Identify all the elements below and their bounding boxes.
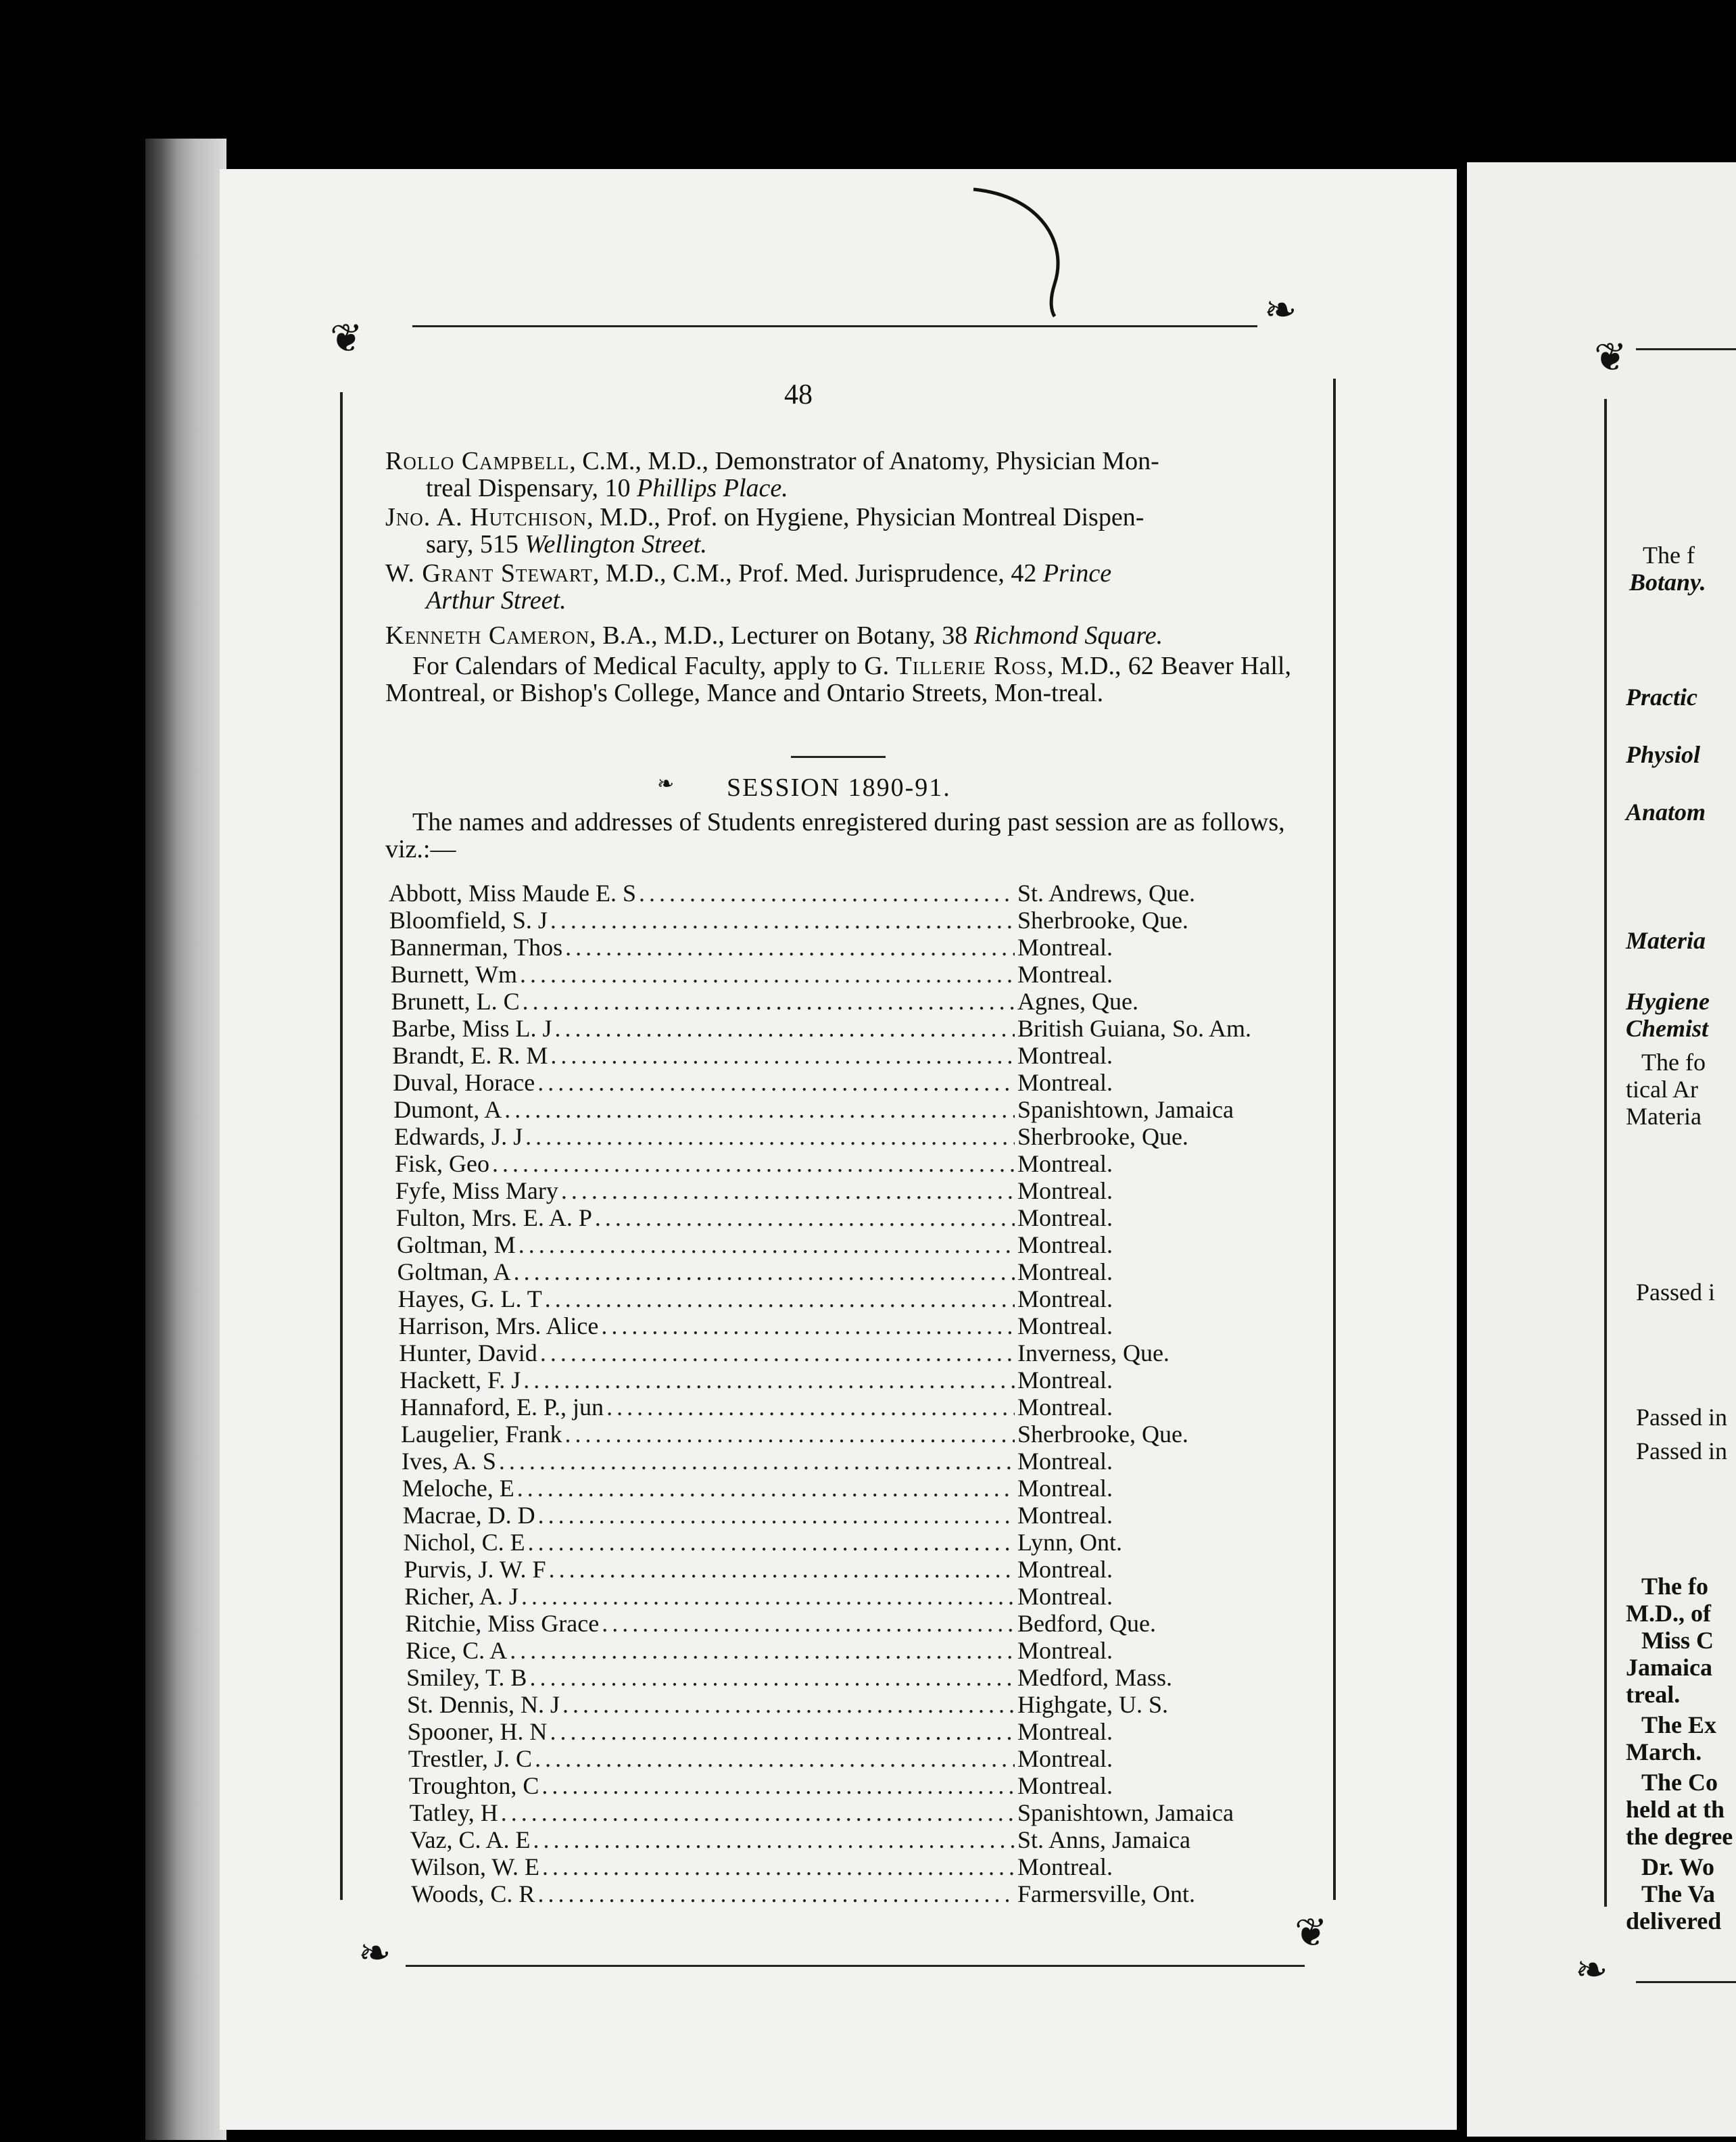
- leader-dots: [541, 1771, 1015, 1800]
- student-address: Montreal.: [1017, 1475, 1113, 1502]
- leader-dots: [549, 1555, 1015, 1584]
- student-name: Brunett, L. C: [391, 988, 520, 1015]
- student-row: [389, 1312, 1335, 1339]
- ornament-top-right-icon: ❧: [1264, 288, 1297, 332]
- student-row: [389, 1717, 1335, 1744]
- leader-dots: [504, 1095, 1015, 1124]
- student-address: Montreal.: [1017, 1772, 1113, 1799]
- leader-dots: [525, 1122, 1015, 1151]
- leader-dots: [537, 1068, 1015, 1097]
- student-row: [389, 879, 1335, 906]
- student-row: [389, 1582, 1335, 1609]
- leader-dots: [529, 1663, 1015, 1692]
- faculty-entry: [385, 560, 1291, 614]
- faculty-address-cont: Arthur Street.: [426, 586, 566, 615]
- student-name: Vaz, C. A. E: [410, 1826, 531, 1853]
- right-page-fragment: The Ex: [1641, 1711, 1717, 1738]
- right-page-fragment: Practic: [1626, 684, 1697, 711]
- student-row: [389, 1853, 1335, 1880]
- student-name: Bannerman, Thos: [389, 934, 563, 961]
- leader-dots: [565, 933, 1015, 961]
- student-address: Montreal.: [1017, 961, 1113, 988]
- student-row: [389, 1528, 1335, 1555]
- section-divider: [791, 756, 886, 758]
- leader-dots: [606, 1393, 1015, 1421]
- faculty-name: Rollo Campbell: [385, 447, 570, 475]
- faculty-name: Kenneth Cameron: [385, 621, 590, 650]
- student-row: [389, 1176, 1335, 1204]
- student-row: [389, 1339, 1335, 1366]
- student-row: [389, 1501, 1335, 1528]
- leader-dots: [523, 987, 1015, 1016]
- student-row: [389, 1744, 1335, 1771]
- student-address: Montreal.: [1017, 1177, 1113, 1204]
- right-page-fragment: Materia: [1626, 927, 1706, 954]
- leader-dots: [499, 1447, 1015, 1475]
- right-page-fragment: M.D., of: [1626, 1600, 1711, 1627]
- student-row: [389, 906, 1335, 933]
- student-row: [389, 987, 1335, 1014]
- ornament-bottom-left-icon: ❧: [358, 1931, 391, 1975]
- student-name: Hannaford, E. P., jun: [400, 1394, 604, 1421]
- right-page-fragment: Passed in: [1636, 1404, 1727, 1431]
- student-row: [389, 933, 1335, 960]
- right-page-fragment: March.: [1626, 1738, 1702, 1765]
- right-page-left-border: [1604, 399, 1607, 1907]
- student-name: Dumont, A: [393, 1096, 502, 1123]
- student-name: Ritchie, Miss Grace: [405, 1610, 600, 1637]
- student-name: St. Dennis, N. J: [407, 1691, 560, 1718]
- student-name: Meloche, E: [402, 1475, 514, 1502]
- student-row: [389, 1258, 1335, 1285]
- leader-dots: [538, 1501, 1015, 1529]
- ink-blot-icon: ❧: [657, 773, 675, 795]
- student-address: St. Anns, Jamaica: [1017, 1826, 1190, 1853]
- book-page-edges: [145, 139, 226, 2140]
- student-address: Spanishtown, Jamaica: [1017, 1799, 1234, 1826]
- right-page-fragment: tical Ar: [1626, 1076, 1698, 1103]
- student-row: [389, 1663, 1335, 1690]
- right-page-fragment: The fo: [1641, 1049, 1706, 1076]
- leader-dots: [523, 1366, 1015, 1394]
- student-address: Sherbrooke, Que.: [1017, 907, 1188, 934]
- student-row: [389, 1636, 1335, 1663]
- student-row: [389, 1771, 1335, 1799]
- student-row: [389, 1826, 1335, 1853]
- right-page-fragment: The Va: [1641, 1880, 1716, 1907]
- student-row: [389, 1880, 1335, 1907]
- right-page-fragment: Chemist: [1626, 1015, 1709, 1042]
- student-name: Trestler, J. C: [408, 1745, 533, 1772]
- faculty-name: Jno. A. Hutchison: [385, 503, 587, 531]
- faculty-entry: [385, 448, 1291, 502]
- right-page-fragment: treal.: [1626, 1681, 1681, 1708]
- student-row: [389, 1068, 1335, 1095]
- faculty-address: Richmond Square.: [973, 621, 1163, 650]
- leader-dots: [528, 1528, 1015, 1556]
- ornament-top-left-icon: ❦: [330, 316, 363, 360]
- leader-dots: [550, 906, 1015, 934]
- right-page-fragment: Physiol: [1626, 741, 1701, 768]
- student-row: [389, 1420, 1335, 1447]
- student-name: Purvis, J. W. F: [404, 1556, 546, 1583]
- student-address: Montreal.: [1017, 1718, 1113, 1745]
- student-address: Montreal.: [1017, 1637, 1113, 1664]
- right-page-fragment: Materia: [1626, 1103, 1702, 1130]
- student-address: Bedford, Que.: [1017, 1610, 1156, 1637]
- faculty-address: Prince: [1042, 559, 1112, 588]
- faculty-entry: [385, 504, 1291, 558]
- student-address: Lynn, Ont.: [1017, 1529, 1123, 1556]
- student-row: [389, 1555, 1335, 1582]
- student-address: St. Andrews, Que.: [1017, 880, 1195, 907]
- right-page-fragment: Anatom: [1626, 799, 1706, 826]
- leader-dots: [520, 960, 1015, 989]
- student-row: [389, 1122, 1335, 1149]
- faculty-details-cont: sary, 515: [426, 530, 525, 558]
- ink-mark: [960, 183, 1068, 318]
- faculty-address: Wellington Street.: [525, 530, 707, 558]
- student-address: Montreal.: [1017, 1150, 1113, 1177]
- right-page-fragment: Miss C: [1641, 1627, 1714, 1654]
- student-address: Medford, Mass.: [1017, 1664, 1172, 1691]
- students-intro: [385, 809, 1291, 863]
- leader-dots: [555, 1014, 1015, 1043]
- leader-dots: [517, 1474, 1015, 1502]
- leader-dots: [510, 1636, 1015, 1665]
- student-row: [389, 1609, 1335, 1636]
- student-row: [389, 1393, 1335, 1420]
- right-page-fragment: Botany.: [1629, 569, 1706, 596]
- student-row: [389, 1690, 1335, 1717]
- leader-dots: [595, 1204, 1015, 1232]
- right-page-fragment: The f: [1643, 542, 1695, 569]
- student-name: Fyfe, Miss Mary: [395, 1177, 558, 1204]
- student-address: Montreal.: [1017, 1204, 1113, 1231]
- student-row: [389, 1014, 1335, 1041]
- student-name: Hayes, G. L. T: [397, 1285, 542, 1312]
- leader-dots: [550, 1717, 1015, 1746]
- faculty-details: , M.D., Prof. on Hygiene, Physician Montreal Dispen-: [587, 503, 1144, 531]
- right-page-fragment: Passed in: [1636, 1437, 1727, 1465]
- right-page-fragment: held at th: [1626, 1796, 1725, 1823]
- student-name: Hackett, F. J: [400, 1366, 521, 1394]
- faculty-details: , B.A., M.D., Lecturer on Botany, 38: [589, 621, 974, 650]
- leader-dots: [602, 1609, 1015, 1638]
- student-address: Agnes, Que.: [1017, 988, 1138, 1015]
- intro-text: The names and addresses of Students enregistered during past session are as follows, viz.:—: [385, 808, 1285, 863]
- leader-dots: [561, 1176, 1015, 1205]
- faculty-details: , M.D., C.M., Prof. Med. Jurisprudence, 42: [592, 559, 1043, 588]
- top-border-rule: [412, 325, 1257, 327]
- leader-dots: [537, 1880, 1015, 1908]
- student-name: Wilson, W. E: [410, 1853, 539, 1880]
- student-address: Montreal.: [1017, 1366, 1113, 1394]
- student-name: Macrae, D. D: [402, 1502, 535, 1529]
- student-address: Highgate, U. S.: [1017, 1691, 1168, 1718]
- right-page-fragment: the degree: [1626, 1823, 1733, 1850]
- student-address: Spanishtown, Jamaica: [1017, 1096, 1234, 1123]
- student-name: Ives, A. S: [401, 1448, 496, 1475]
- student-name: Tatley, H: [409, 1799, 498, 1826]
- student-address: Montreal.: [1017, 1502, 1113, 1529]
- student-address: Montreal.: [1017, 1394, 1113, 1421]
- leader-dots: [540, 1339, 1015, 1367]
- student-name: Edwards, J. J: [394, 1123, 523, 1150]
- student-address: Montreal.: [1017, 1853, 1113, 1880]
- student-list: [389, 879, 1335, 1907]
- student-name: Bloomfield, S. J: [389, 907, 548, 934]
- student-name: Goltman, M: [396, 1231, 516, 1258]
- student-name: Laugelier, Frank: [401, 1421, 562, 1448]
- bottom-border-rule: [406, 1965, 1305, 1967]
- student-name: Rice, C. A: [406, 1637, 508, 1664]
- calendars-contact-name: Tillerie Ross: [896, 652, 1047, 680]
- student-name: Smiley, T. B: [406, 1664, 527, 1691]
- leader-dots: [545, 1285, 1015, 1313]
- student-row: [389, 1041, 1335, 1068]
- leader-dots: [550, 1041, 1015, 1070]
- student-address: Sherbrooke, Que.: [1017, 1421, 1188, 1448]
- student-address: Montreal.: [1017, 1556, 1113, 1583]
- student-address: British Guiana, So. Am.: [1017, 1015, 1252, 1042]
- right-page-fragment: The fo: [1641, 1573, 1708, 1600]
- faculty-details: , C.M., M.D., Demonstrator of Anatomy, Physician Mon-: [569, 447, 1159, 475]
- student-name: Spooner, H. N: [407, 1718, 548, 1745]
- ornament-bottom-right-icon: ❦: [1295, 1911, 1328, 1955]
- student-row: [389, 1095, 1335, 1122]
- right-ornament-top-icon: ❦: [1594, 335, 1627, 379]
- student-name: Abbott, Miss Maude E. S: [389, 880, 637, 907]
- left-border-rule: [340, 392, 343, 1900]
- student-name: Fulton, Mrs. E. A. P: [395, 1204, 592, 1231]
- student-name: Harrison, Mrs. Alice: [398, 1312, 599, 1339]
- faculty-address: Phillips Place.: [637, 474, 788, 502]
- leader-dots: [501, 1799, 1015, 1827]
- leader-dots: [562, 1690, 1015, 1719]
- right-page-fragment: Hygiene: [1626, 988, 1710, 1015]
- student-name: Duval, Horace: [393, 1069, 535, 1096]
- leader-dots: [519, 1231, 1015, 1259]
- student-address: Montreal.: [1017, 1448, 1113, 1475]
- leader-dots: [492, 1149, 1015, 1178]
- student-name: Troughton, C: [408, 1772, 539, 1799]
- student-row: [389, 1447, 1335, 1474]
- student-address: Montreal.: [1017, 1258, 1113, 1285]
- student-name: Richer, A. J: [404, 1583, 519, 1610]
- calendars-text-cont: , M.D., 62 Beaver Hall, Montreal, or Bishop's College, Mance and Ontario Streets, Mon-treal.: [385, 652, 1291, 707]
- calendars-text: For Calendars of Medical Faculty, apply to G.: [412, 652, 896, 680]
- student-name: Goltman, A: [397, 1258, 511, 1285]
- leader-dots: [521, 1582, 1015, 1611]
- student-address: Montreal.: [1017, 1312, 1113, 1339]
- student-address: Farmersville, Ont.: [1017, 1880, 1195, 1907]
- student-name: Fisk, Geo: [395, 1150, 490, 1177]
- student-address: Montreal.: [1017, 1745, 1113, 1772]
- leader-dots: [533, 1826, 1015, 1854]
- session-heading: SESSION 1890-91.: [727, 774, 951, 802]
- student-row: [389, 1285, 1335, 1312]
- student-row: [389, 1366, 1335, 1393]
- leader-dots: [535, 1744, 1015, 1773]
- student-address: Montreal.: [1017, 1285, 1113, 1312]
- student-name: Burnett, Wm: [390, 961, 517, 988]
- right-bottom-border-rule: [1636, 1981, 1736, 1983]
- leader-dots: [564, 1420, 1015, 1448]
- student-address: Montreal.: [1017, 1583, 1113, 1610]
- student-address: Montreal.: [1017, 1069, 1113, 1096]
- right-page-fragment: Passed i: [1636, 1279, 1715, 1306]
- student-name: Hunter, David: [399, 1339, 537, 1366]
- right-page-fragment: delivered: [1626, 1907, 1722, 1934]
- student-row: [389, 1204, 1335, 1231]
- student-row: [389, 1149, 1335, 1176]
- calendars-note: [385, 652, 1291, 707]
- student-name: Woods, C. R: [411, 1880, 535, 1907]
- right-top-border-rule: [1636, 348, 1736, 350]
- student-name: Barbe, Miss L. J: [391, 1015, 552, 1042]
- right-page-fragment: Dr. Wo: [1641, 1853, 1715, 1880]
- student-address: Montreal.: [1017, 1231, 1113, 1258]
- leader-dots: [514, 1258, 1015, 1286]
- student-address: Montreal.: [1017, 1042, 1113, 1069]
- right-ornament-bottom-icon: ❧: [1575, 1948, 1608, 1992]
- student-name: Nichol, C. E: [403, 1529, 525, 1556]
- student-row: [389, 960, 1335, 987]
- leader-dots: [542, 1853, 1015, 1881]
- right-page-fragment: The Co: [1641, 1769, 1718, 1796]
- student-row: [389, 1231, 1335, 1258]
- faculty-details-cont: treal Dispensary, 10: [426, 474, 637, 502]
- student-name: Brandt, E. R. M: [392, 1042, 548, 1069]
- student-row: [389, 1799, 1335, 1826]
- leader-dots: [639, 879, 1015, 907]
- right-page-fragment: Jamaica: [1626, 1654, 1712, 1681]
- student-address: Sherbrooke, Que.: [1017, 1123, 1188, 1150]
- page-number: 48: [784, 379, 813, 410]
- leader-dots: [601, 1312, 1015, 1340]
- faculty-name: W. Grant Stewart: [385, 559, 593, 588]
- student-address: Montreal.: [1017, 934, 1113, 961]
- student-address: Inverness, Que.: [1017, 1339, 1170, 1366]
- faculty-entry: [385, 622, 1291, 649]
- student-row: [389, 1474, 1335, 1501]
